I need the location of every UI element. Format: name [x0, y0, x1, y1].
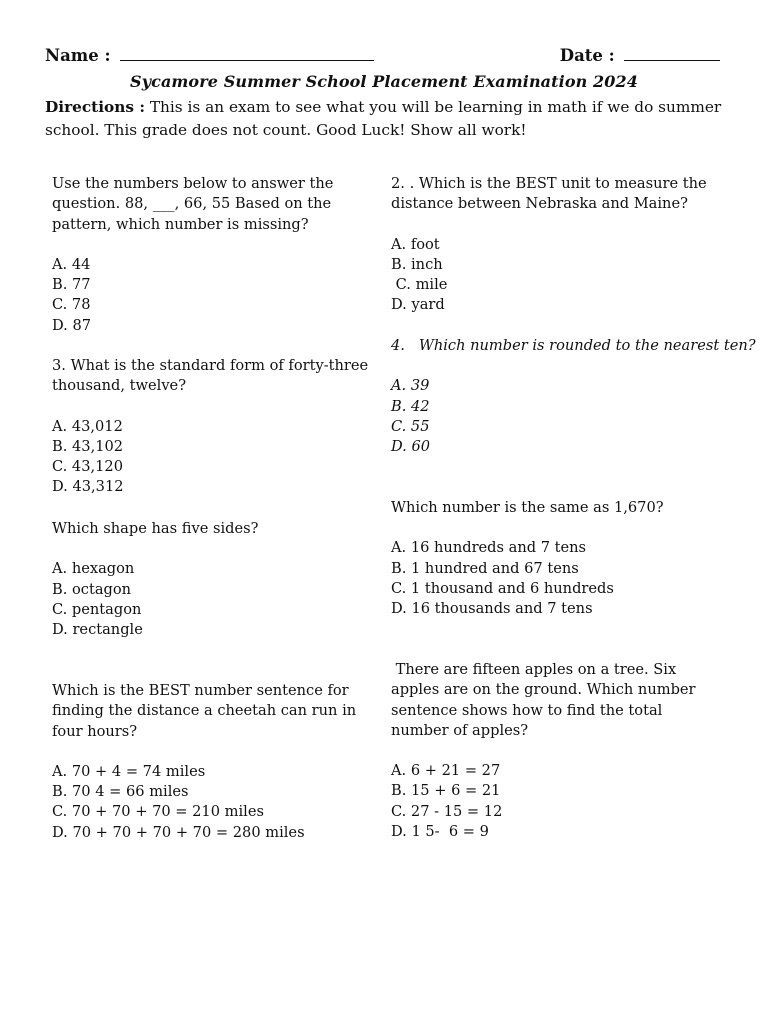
answer-choices: [52, 417, 382, 498]
choice-c[interactable]: C. 78: [52, 296, 91, 314]
question-shape: [52, 519, 382, 640]
choice-d[interactable]: D. 1 5- 6 = 9: [391, 823, 489, 841]
choice-d[interactable]: D. 60: [391, 438, 431, 456]
choice-a[interactable]: A. 70 + 4 = 74 miles: [52, 762, 206, 780]
choice-b[interactable]: B. octagon: [52, 580, 132, 598]
date-label: Date :: [559, 46, 615, 65]
question-stem: Use the numbers below to answer the question. 88, ___, 66, 55 Based on the pattern, which number is missing?: [52, 175, 334, 233]
choice-b[interactable]: B. 15 + 6 = 21: [391, 782, 501, 800]
name-field: [45, 46, 374, 65]
question-stem: There are fifteen apples on a tree. Six apples are on the ground. Which number sentence shows how to find the total number of apples?: [391, 661, 701, 739]
question-stem: Which shape has five sides?: [52, 520, 259, 537]
directions: [45, 96, 735, 142]
choice-c[interactable]: C. 55: [391, 417, 430, 435]
question-stem: 4. Which number is rounded to the nearest ten?: [391, 337, 756, 354]
answer-choices: [391, 538, 721, 619]
choice-a[interactable]: A. 39: [391, 377, 430, 395]
choice-a[interactable]: A. 6 + 21 = 27: [391, 762, 501, 780]
answer-choices: [391, 761, 721, 842]
question-stem: 3. What is the standard form of forty-three thousand, twelve?: [52, 357, 369, 395]
question-4-round: [391, 336, 756, 457]
choice-a[interactable]: A. 44: [52, 255, 91, 273]
answer-choices: [52, 559, 382, 640]
choice-c[interactable]: C. mile: [391, 276, 448, 294]
directions-label: Directions :: [45, 98, 145, 116]
choice-d[interactable]: D. yard: [391, 296, 445, 314]
choice-a[interactable]: A. hexagon: [52, 560, 135, 578]
question-pattern: [52, 174, 382, 336]
question-3-standard-form: [52, 356, 382, 498]
answer-choices: [391, 376, 721, 457]
choice-c[interactable]: C. pentagon: [52, 600, 142, 618]
choice-c[interactable]: C. 43,120: [52, 458, 123, 476]
question-stem: 2. . Which is the BEST unit to measure the distance between Nebraska and Maine?: [391, 175, 707, 213]
choice-b[interactable]: B. 70 4 = 66 miles: [52, 783, 189, 801]
directions-text: This is an exam to see what you will be learning in math if we do summer school. This grade does not count. Good Luck! Show all work!: [45, 98, 722, 139]
date-blank-line[interactable]: [624, 46, 720, 61]
choice-d[interactable]: D. 16 thousands and 7 tens: [391, 600, 593, 618]
choice-b[interactable]: B. inch: [391, 255, 443, 273]
choice-b[interactable]: B. 77: [52, 276, 91, 294]
choice-a[interactable]: A. 16 hundreds and 7 tens: [391, 539, 587, 557]
choice-d[interactable]: D. rectangle: [52, 621, 143, 639]
question-cheetah: [52, 681, 382, 843]
question-2-unit: [391, 174, 721, 316]
choice-c[interactable]: C. 1 thousand and 6 hundreds: [391, 579, 614, 597]
choice-d[interactable]: D. 70 + 70 + 70 + 70 = 280 miles: [52, 823, 305, 841]
answer-choices: [52, 255, 382, 336]
question-stem: Which number is the same as 1,670?: [391, 499, 664, 516]
question-apples: [391, 660, 721, 842]
choice-c[interactable]: C. 27 - 15 = 12: [391, 802, 503, 820]
choice-d[interactable]: D. 87: [52, 316, 92, 334]
choice-a[interactable]: A. 43,012: [52, 417, 123, 435]
question-stem: Which is the BEST number sentence for finding the distance a cheetah can run in four hours?: [52, 682, 357, 740]
answer-choices: [391, 235, 721, 316]
choice-c[interactable]: C. 70 + 70 + 70 = 210 miles: [52, 803, 264, 821]
exam-title: Sycamore Summer School Placement Examination 2024: [130, 72, 638, 91]
header-row: [45, 46, 720, 68]
name-label: Name :: [45, 46, 111, 65]
choice-b[interactable]: B. 42: [391, 397, 430, 415]
name-blank-line[interactable]: [120, 46, 374, 61]
answer-choices: [52, 762, 382, 843]
question-same-as: [391, 498, 721, 619]
choice-b[interactable]: B. 43,102: [52, 437, 124, 455]
choice-b[interactable]: B. 1 hundred and 67 tens: [391, 559, 579, 577]
choice-a[interactable]: A. foot: [391, 235, 440, 253]
choice-d[interactable]: D. 43,312: [52, 478, 124, 496]
date-field: [560, 46, 720, 65]
